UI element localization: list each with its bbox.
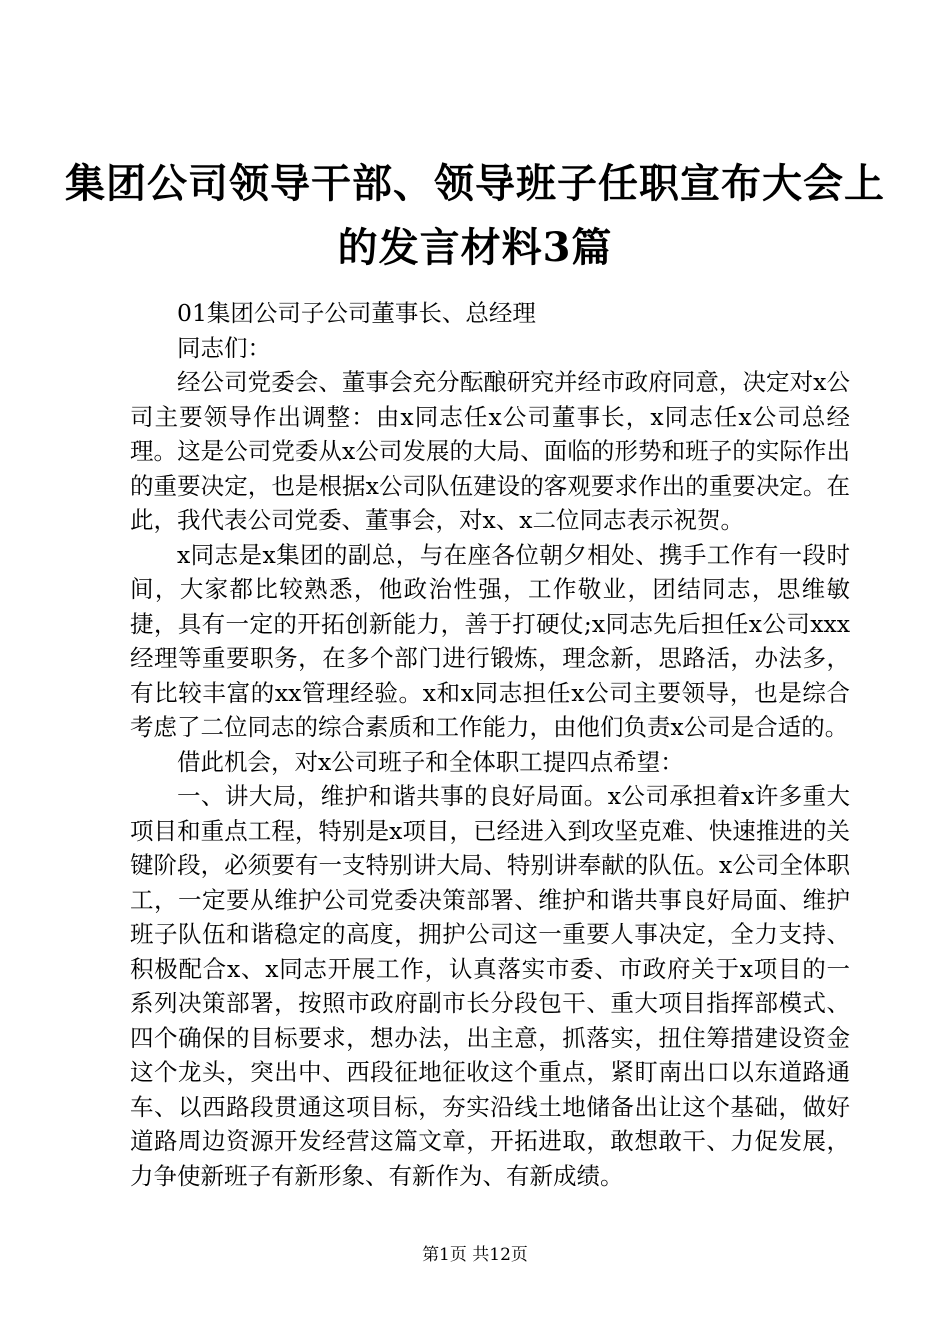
- salutation: 同志们：: [177, 333, 271, 362]
- body-paragraph: x同志是x集团的副总，与在座各位朝夕相处、携手工作有一段时间，大家都比较熟悉，他政治性强，工作敬业，团结同志，思维敏捷，具有一定的开拓创新能力，善于打硬仗;x同志先后担任x公司xxx经理等重要职务，在多个部门进行锻炼，理念新，思路活，办法多，有比较丰富的xx管理经验。x和x同志担任x公司主要领导，也是综合考虑了二位同志的综合素质和工作能力，由他们负责x公司是合适的。: [130, 540, 850, 741]
- page-number-footer: 第1页 共12页: [422, 1245, 528, 1265]
- section-heading: 01集团公司子公司董事长、总经理: [177, 299, 536, 327]
- document-title: 集团公司领导干部、领导班子任职宣布大会上的发言材料3篇: [65, 160, 885, 271]
- body-paragraph: 经公司党委会、董事会充分酝酿研究并经市政府同意，决定对x公司主要领导作出调整：由x同志任x公司董事长，x同志任x公司总经理。这是公司党委从x公司发展的大局、面临的形势和班子的实际作出的重要决定，也是根据x公司队伍建设的客观要求作出的重要决定。在此，我代表公司党委、董事会，对x、x二位同志表示祝贺。: [130, 368, 850, 534]
- body-paragraph: 一、讲大局，维护和谐共事的良好局面。x公司承担着x许多重大项目和重点工程，特别是x项目，已经进入到攻坚克难、快速推进的关键阶段，必须要有一支特别讲大局、特别讲奉献的队伍。x公司全体职工，一定要从维护公司党委决策部署、维护和谐共事良好局面、维护班子队伍和谐稳定的高度，拥护公司这一重要人事决定，全力支持、积极配合x、x同志开展工作，认真落实市委、市政府关于x项目的一系列决策部署，按照市政府副市长分段包干、重大项目指挥部模式、四个确保的目标要求，想办法，出主意，抓落实，扭住筹措建设资金这个龙头，突出中、西段征地征收这个重点，紧盯南出口以东道路通车、以西路段贯通这项目标，夯实沿线土地储备出让这个基础，做好道路周边资源开发经营这篇文章，开拓进取，敢想敢干、力促发展，力争使新班子有新形象、有新作为、有新成绩。: [130, 782, 850, 1190]
- document-body: [130, 296, 850, 1193]
- body-paragraph: 借此机会，对x公司班子和全体职工提四点希望：: [177, 747, 684, 776]
